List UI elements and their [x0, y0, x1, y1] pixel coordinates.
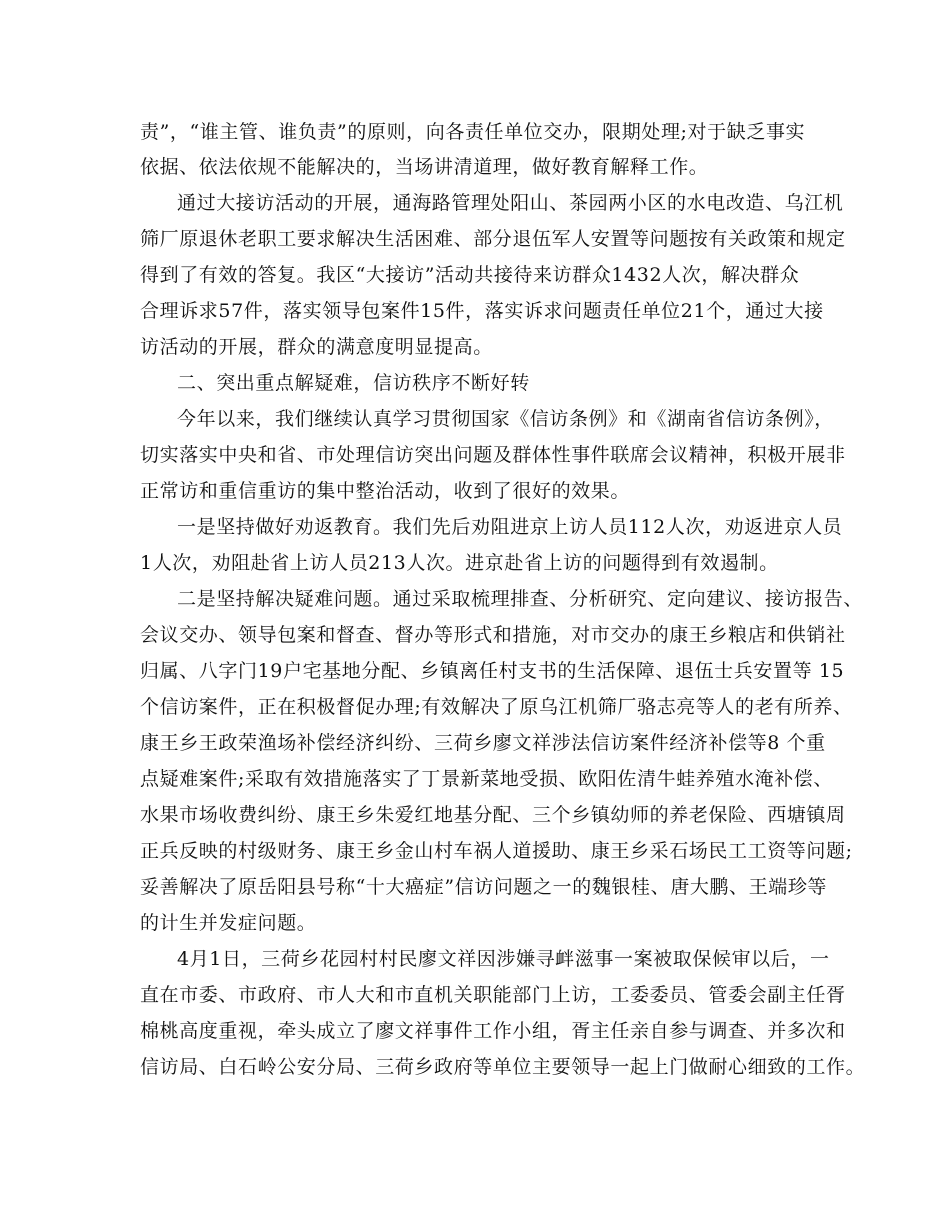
text-line: 得到了有效的答复。我区“大接访”活动共接待来访群众1432人次，解决群众: [140, 264, 800, 286]
text-line: 访活动的开展，群众的满意度明显提高。: [140, 336, 493, 358]
paragraph-start-line: 4月1日，三荷乡花园村村民廖文祥因涉嫌寻衅滋事一案被取保候审以后，一: [177, 948, 830, 970]
text-line: 1人次，劝阻赴省上访人员213人次。进京赴省上访的问题得到有效遏制。: [140, 552, 779, 574]
text-line: 点疑难案件;采取有效措施落实了丁景新菜地受损、欧阳佐清牛蛙养殖水淹补偿、: [140, 768, 834, 790]
text-line: 直在市委、市政府、市人大和市直机关职能部门上访，工委委员、管委会副主任胥: [140, 984, 846, 1006]
paragraph-start-line: 一是坚持做好劝返教育。我们先后劝阻进京上访人员112人次，劝返进京人员: [177, 516, 843, 538]
text-line: 责”，“谁主管、谁负责”的原则，向各责任单位交办，限期处理;对于缺乏事实: [140, 121, 806, 143]
text-line: 棉桃高度重视，牵头成立了廖文祥事件工作小组，胥主任亲自参与调查、并多次和: [140, 1020, 846, 1042]
text-line: 水果市场收费纠纷、康王乡朱爱红地基分配、三个乡镇幼师的养老保险、西塘镇周: [140, 804, 846, 826]
paragraph-start-line: 今年以来，我们继续认真学习贯彻国家《信访条例》和《湖南省信访条例》，: [177, 408, 834, 430]
text-line: 合理诉求57件，落实领导包案件15件，落实诉求问题责任单位21个，通过大接: [140, 300, 824, 322]
text-line: 正兵反映的村级财务、康王乡金山村车祸人道援助、康王乡采石场民工工资等问题;: [140, 840, 853, 862]
text-line: 信访局、白石岭公安分局、三荷乡政府等单位主要领导一起上门做耐心细致的工作。: [140, 1056, 866, 1078]
paragraph-start-line: 二是坚持解决疑难问题。通过采取梳理排查、分析研究、定向建议、接访报告、: [177, 588, 864, 610]
paragraph-start-line: 通过大接访活动的开展，通海路管理处阳山、茶园两小区的水电改造、乌江机: [177, 192, 844, 214]
text-line: 归属、八字门19户宅基地分配、乡镇离任村支书的生活保障、退伍士兵安置等 15: [140, 660, 845, 682]
text-line: 正常访和重信重访的集中整治活动，收到了很好的效果。: [140, 480, 631, 502]
text-line: 的计生并发症问题。: [140, 912, 317, 934]
text-line: 妥善解决了原岳阳县号称“十大癌症”信访问题之一的魏银桂、唐大鹏、王端珍等: [140, 876, 828, 898]
text-line: 个信访案件，正在积极督促办理;有效解决了原乌江机筛厂骆志亮等人的老有所养、: [140, 696, 853, 718]
text-line: 会议交办、领导包案和督查、督办等形式和措施，对市交办的康王乡粮店和供销社: [140, 624, 846, 646]
text-line: 切实落实中央和省、市处理信访突出问题及群体性事件联席会议精神，积极开展非: [140, 444, 846, 466]
section-heading: 二、突出重点解疑难，信访秩序不断好转: [177, 372, 530, 394]
text-line: 康王乡王政荣渔场补偿经济纠纷、三荷乡廖文祥涉法信访案件经济补偿等8 个重: [140, 732, 826, 754]
text-line: 依据、依法依规不能解决的，当场讲清道理，做好教育解释工作。: [140, 156, 709, 178]
text-line: 筛厂原退休老职工要求解决生活困难、部分退伍军人安置等问题按有关政策和规定: [140, 228, 846, 250]
